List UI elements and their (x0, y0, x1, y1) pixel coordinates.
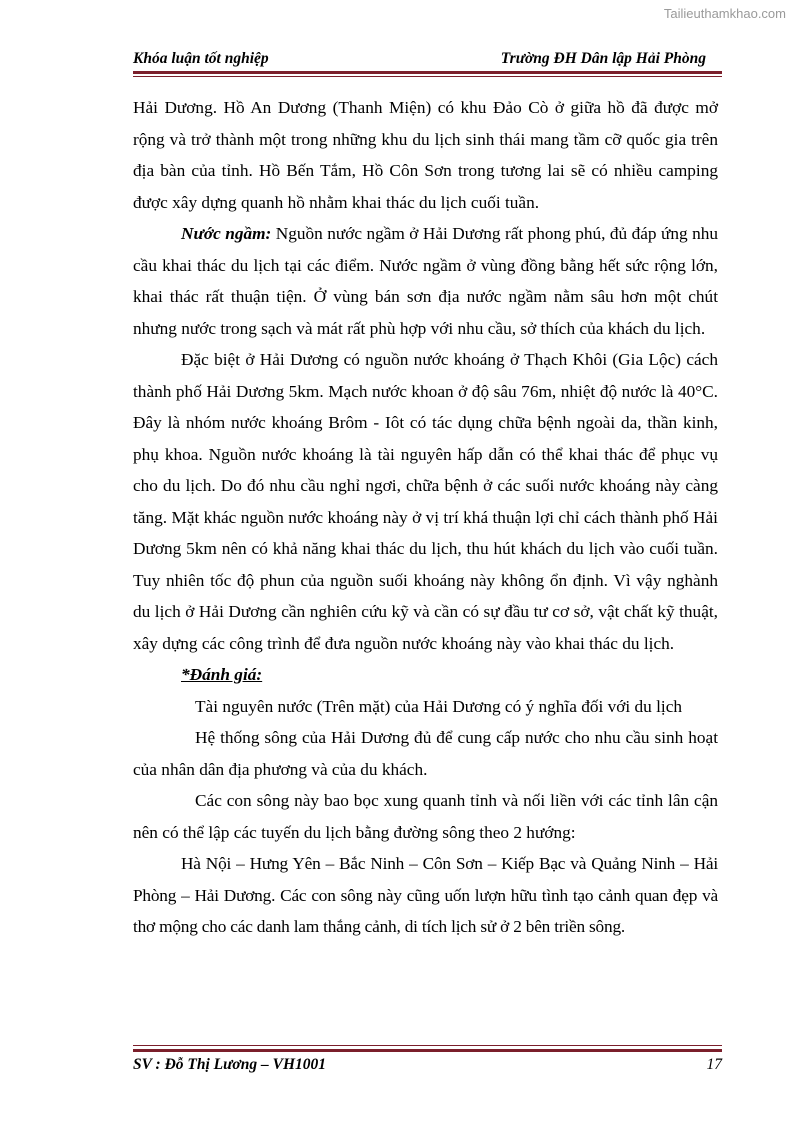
groundwater-text: Nguồn nước ngầm ở Hải Dương rất phong phú, đủ đáp ứng nhu cầu khai thác du lịch tại các điểm. Nước ngầm ở vùng đồng bằng hết sức rộng lớn, khai thác rất thuận tiện. Ở vùng bán sơn địa nước ngầm nằm sâu hơn một chút nhưng nước trong sạch và mát rất phù hợp với nhu cầu, sở thích của khách du lịch. (133, 224, 719, 338)
footer-student: SV : Đỗ Thị Lương – VH1001 (133, 1056, 327, 1073)
paragraph-eval-2: Hệ thống sông của Hải Dương đủ để cung cấp nước cho nhu cầu sinh hoạt của nhân dân địa phương và của du khách. (133, 728, 718, 779)
header-rule-thin (133, 76, 722, 77)
page-number: 17 (706, 1056, 722, 1073)
watermark-text: Tailieuthamkhao.com (663, 6, 786, 21)
groundwater-label: Nước ngầm: (181, 224, 272, 243)
paragraph-eval-3: Các con sông này bao bọc xung quanh tỉnh và nối liền với các tỉnh lân cận nên có thể lập các tuyến du lịch bằng đường sông theo 2 hướng: (133, 791, 718, 842)
paragraph-eval-1: Tài nguyên nước (Trên mặt) của Hải Dương có ý nghĩa đối với du lịch (195, 696, 683, 716)
header-rule-thick (133, 71, 722, 74)
header-thesis-title: Khóa luận tốt nghiệp (133, 50, 269, 67)
evaluation-label: *Đánh giá: (181, 665, 263, 684)
evaluation-heading (133, 659, 718, 691)
footer-rule-thin (133, 1045, 722, 1046)
footer-rule-thick (133, 1049, 722, 1052)
paragraph-lakes: Hải Dương. Hồ An Dương (Thanh Miện) có khu Đảo Cò ở giữa hồ đã được mở rộng và trở thành một trong những khu du lịch sinh thái mang tầm cỡ quốc gia trên địa bàn của tỉnh. Hồ Bến Tắm, Hồ Côn Sơn trong tương lai sẽ có nhiều camping được xây dựng quanh hồ nhằm khai thác du lịch cuối tuần. (133, 98, 718, 212)
page-header (133, 50, 706, 72)
header-university: Trường ĐH Dân lập Hải Phòng (500, 50, 706, 67)
paragraph-mineral-water: Đặc biệt ở Hải Dương có nguồn nước khoáng ở Thạch Khôi (Gia Lộc) cách thành phố Hải Dương 5km. Mạch nước khoan ở độ sâu 76m, nhiệt độ nước là 40°C. Đây là nhóm nước khoáng Brôm - Iôt có tác dụng chữa bệnh ngoài da, thần kinh, phụ khoa. Nguồn nước khoáng là tài nguyên hấp dẫn có thể khai thác để phục vụ cho du lịch. Do đó nhu cầu nghỉ ngơi, chữa bệnh ở các suối nước khoáng này càng tăng. Mặt khác nguồn nước khoáng này ở vị trí khá thuận lợi chỉ cách thành phố Hải Dương 5km nên có khả năng khai thác du lịch, thu hút khách du lịch vào cuối tuần. Tuy nhiên tốc độ phun của nguồn suối khoáng này không ổn định. Vì vậy nghành du lịch ở Hải Dương cần nghiên cứu kỹ và cần có sự đầu tư cơ sở, vật chất kỹ thuật, xây dựng các công trình để đưa nguồn nước khoáng này vào khai thác du lịch. (133, 350, 718, 653)
document-body (133, 92, 718, 943)
paragraph-groundwater (133, 218, 718, 344)
page-footer (133, 1056, 722, 1078)
paragraph-eval-4: Hà Nội – Hưng Yên – Bắc Ninh – Côn Sơn – Kiếp Bạc và Quảng Ninh – Hải Phòng – Hải Dương. Các con sông này cũng uốn lượn hữu tình tạo cảnh quan đẹp và thơ mộng cho các danh lam thắng cảnh, di tích lịch sử ở 2 bên triền sông. (133, 854, 718, 936)
